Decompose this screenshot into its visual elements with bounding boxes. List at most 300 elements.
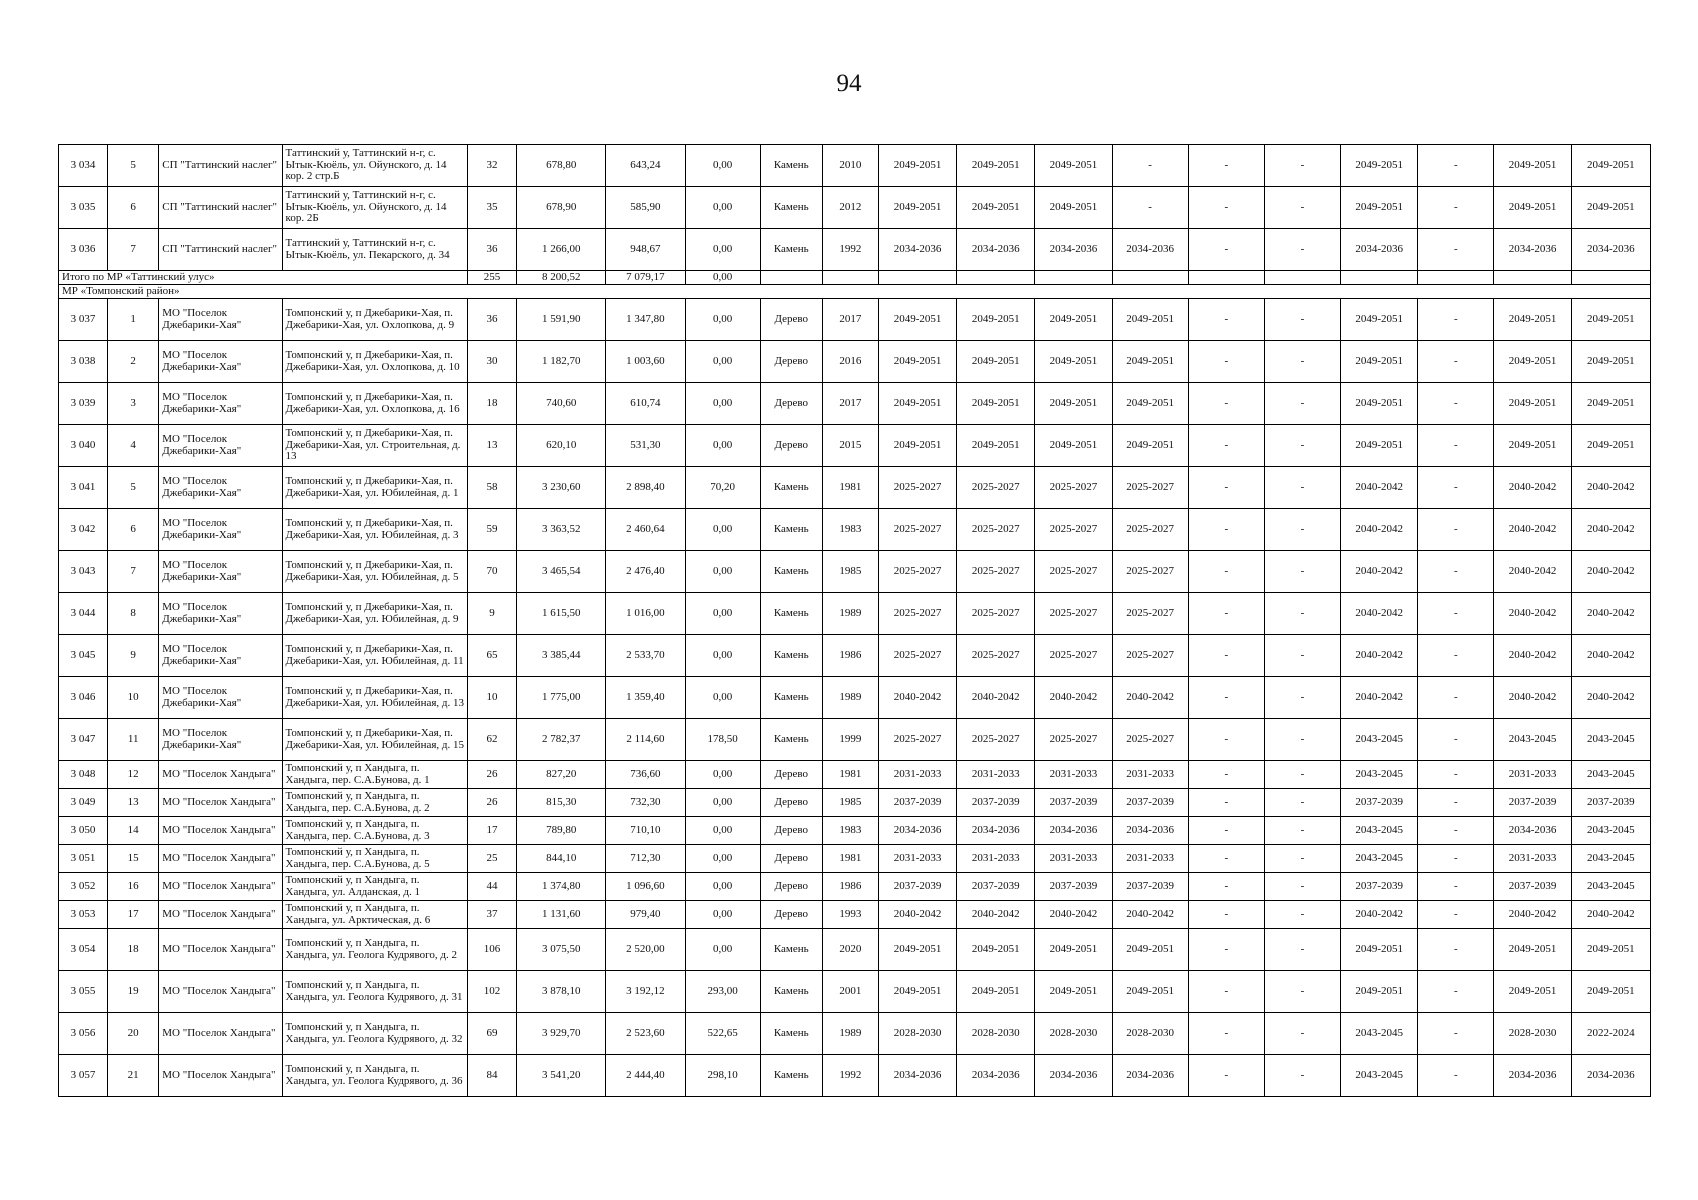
cell-item-number: 11 xyxy=(108,719,159,761)
cell-repair-sewage: 2049-2051 xyxy=(1494,383,1571,425)
cell-item-number: 20 xyxy=(108,1013,159,1055)
cell-repair-facade: 2049-2051 xyxy=(957,187,1035,229)
cell-repair-gas: - xyxy=(1264,383,1340,425)
cell-repair-heating: 2034-2036 xyxy=(1112,1055,1188,1097)
cell-repair-hot-water: 2049-2051 xyxy=(1571,187,1650,229)
cell-wall-material: Камень xyxy=(760,467,822,509)
cell-repair-roof: 2037-2039 xyxy=(878,789,956,817)
cell-residents: 36 xyxy=(467,299,516,341)
cell-repair-roof: 2025-2027 xyxy=(878,593,956,635)
cell-repair-electric: - xyxy=(1418,1055,1494,1097)
cell-residents: 65 xyxy=(467,635,516,677)
cell-nonresidential-area: 0,00 xyxy=(685,593,760,635)
cell-total-area: 3 878,10 xyxy=(517,971,606,1013)
cell-address: Томпонский у, п Джебарики-Хая, п. Джебарики-Хая, ул. Строительная, д. 13 xyxy=(282,425,467,467)
cell-repair-water: 2049-2051 xyxy=(1341,145,1418,187)
cell-address: Томпонский у, п Хандыга, п. Хандыга, пер. С.А.Бунова, д. 5 xyxy=(282,845,467,873)
cell-repair-electric: - xyxy=(1418,187,1494,229)
cell-address: Томпонский у, п Джебарики-Хая, п. Джебарики-Хая, ул. Юбилейная, д. 3 xyxy=(282,509,467,551)
cell-repair-sewage: 2049-2051 xyxy=(1494,187,1571,229)
cell-repair-heating: 2049-2051 xyxy=(1112,971,1188,1013)
cell-residents: 10 xyxy=(467,677,516,719)
cell-repair-hot-water: 2043-2045 xyxy=(1571,845,1650,873)
cell-wall-material: Дерево xyxy=(760,789,822,817)
cell-repair-water: 2049-2051 xyxy=(1341,971,1418,1013)
cell-repair-foundation: 2034-2036 xyxy=(1035,1055,1112,1097)
cell-repair-facade: 2034-2036 xyxy=(957,229,1035,271)
cell-build-year: 2015 xyxy=(822,425,878,467)
cell-repair-hot-water: 2040-2042 xyxy=(1571,551,1650,593)
table-row xyxy=(59,229,1651,271)
cell-repair-electric: - xyxy=(1418,873,1494,901)
cell-repair-elevator: - xyxy=(1188,341,1264,383)
cell-address: Томпонский у, п Джебарики-Хая, п. Джебарики-Хая, ул. Юбилейная, д. 13 xyxy=(282,677,467,719)
cell-nonresidential-area: 178,50 xyxy=(685,719,760,761)
cell-item-number: 15 xyxy=(108,845,159,873)
cell-living-area: 712,30 xyxy=(606,845,685,873)
cell-municipality: СП "Таттинский наслег" xyxy=(159,145,282,187)
cell-total-area: 1 266,00 xyxy=(517,229,606,271)
cell-repair-heating: 2028-2030 xyxy=(1112,1013,1188,1055)
cell-residents: 32 xyxy=(467,145,516,187)
cell-wall-material: Дерево xyxy=(760,845,822,873)
cell-repair-hot-water: 2049-2051 xyxy=(1571,145,1650,187)
cell-residents: 59 xyxy=(467,509,516,551)
cell-municipality: МО "Поселок Хандыга" xyxy=(159,971,282,1013)
cell-repair-foundation: 2025-2027 xyxy=(1035,635,1112,677)
cell-row-number: 3 045 xyxy=(59,635,108,677)
cell-item-number: 6 xyxy=(108,509,159,551)
cell-repair-heating: 2034-2036 xyxy=(1112,229,1188,271)
cell-living-area: 2 444,40 xyxy=(606,1055,685,1097)
cell-repair-heating: 2049-2051 xyxy=(1112,341,1188,383)
cell-repair-water: 2049-2051 xyxy=(1341,383,1418,425)
cell-nonresidential-area: 0,00 xyxy=(685,635,760,677)
cell-municipality: МО "Поселок Джебарики-Хая" xyxy=(159,425,282,467)
cell-nonresidential-area: 0,00 xyxy=(685,677,760,719)
cell-residents: 69 xyxy=(467,1013,516,1055)
cell-address: Томпонский у, п Хандыга, п. Хандыга, пер. С.А.Бунова, д. 3 xyxy=(282,817,467,845)
cell-repair-roof: 2049-2051 xyxy=(878,425,956,467)
cell-build-year: 1986 xyxy=(822,873,878,901)
cell-row-number: 3 041 xyxy=(59,467,108,509)
cell-build-year: 1992 xyxy=(822,229,878,271)
cell-row-number: 3 054 xyxy=(59,929,108,971)
cell-address: Томпонский у, п Хандыга, п. Хандыга, ул. Арктическая, д. 6 xyxy=(282,901,467,929)
cell-row-number: 3 056 xyxy=(59,1013,108,1055)
cell-nonresidential-area: 298,10 xyxy=(685,1055,760,1097)
cell-repair-heating: 2031-2033 xyxy=(1112,845,1188,873)
cell-repair-roof: 2031-2033 xyxy=(878,845,956,873)
cell-repair-gas: - xyxy=(1264,761,1340,789)
cell-item-number: 4 xyxy=(108,425,159,467)
cell-repair-elevator: - xyxy=(1188,929,1264,971)
cell-address: Томпонский у, п Джебарики-Хая, п. Джебарики-Хая, ул. Охлопкова, д. 16 xyxy=(282,383,467,425)
cell-item-number: 18 xyxy=(108,929,159,971)
cell-repair-water: 2037-2039 xyxy=(1341,789,1418,817)
table-row xyxy=(59,635,1651,677)
cell-repair-water: 2040-2042 xyxy=(1341,467,1418,509)
cell-repair-water: 2034-2036 xyxy=(1341,229,1418,271)
cell-municipality: МО "Поселок Хандыга" xyxy=(159,873,282,901)
cell-repair-gas: - xyxy=(1264,901,1340,929)
cell-municipality: МО "Поселок Хандыга" xyxy=(159,1013,282,1055)
cell-repair-water: 2049-2051 xyxy=(1341,187,1418,229)
cell-repair-roof: 2049-2051 xyxy=(878,929,956,971)
cell-nonresidential-area: 522,65 xyxy=(685,1013,760,1055)
cell-residents: 106 xyxy=(467,929,516,971)
table-row xyxy=(59,677,1651,719)
cell-repair-hot-water: 2043-2045 xyxy=(1571,873,1650,901)
cell-residents: 30 xyxy=(467,341,516,383)
cell-repair-facade: 2025-2027 xyxy=(957,467,1035,509)
cell-repair-water: 2049-2051 xyxy=(1341,425,1418,467)
cell-repair-electric: - xyxy=(1418,845,1494,873)
cell-row-number: 3 040 xyxy=(59,425,108,467)
cell-municipality: МО "Поселок Джебарики-Хая" xyxy=(159,383,282,425)
housing-register-table xyxy=(58,144,1651,1097)
cell-repair-elevator: - xyxy=(1188,845,1264,873)
cell-repair-facade: 2049-2051 xyxy=(957,299,1035,341)
cell-nonresidential-area: 0,00 xyxy=(685,789,760,817)
cell-repair-sewage: 2040-2042 xyxy=(1494,467,1571,509)
cell-repair-facade: 2040-2042 xyxy=(957,677,1035,719)
cell-repair-sewage: 2034-2036 xyxy=(1494,1055,1571,1097)
cell-repair-electric: - xyxy=(1418,971,1494,1013)
cell-item-number: 7 xyxy=(108,551,159,593)
section-label: МР «Томпонский район» xyxy=(59,285,1651,299)
empty-cell xyxy=(760,271,822,285)
cell-repair-gas: - xyxy=(1264,229,1340,271)
cell-repair-heating: 2040-2042 xyxy=(1112,901,1188,929)
empty-cell xyxy=(878,271,956,285)
cell-repair-sewage: 2037-2039 xyxy=(1494,873,1571,901)
table-row xyxy=(59,971,1651,1013)
cell-living-area: 1 347,80 xyxy=(606,299,685,341)
total-cell: 8 200,52 xyxy=(517,271,606,285)
cell-repair-elevator: - xyxy=(1188,719,1264,761)
cell-repair-foundation: 2049-2051 xyxy=(1035,971,1112,1013)
cell-wall-material: Дерево xyxy=(760,901,822,929)
cell-repair-facade: 2049-2051 xyxy=(957,425,1035,467)
cell-row-number: 3 057 xyxy=(59,1055,108,1097)
cell-row-number: 3 037 xyxy=(59,299,108,341)
cell-repair-electric: - xyxy=(1418,635,1494,677)
total-cell: 7 079,17 xyxy=(606,271,685,285)
empty-cell xyxy=(1341,271,1418,285)
cell-address: Таттинский у, Таттинский н-г, с. Ытык-Кюёль, ул. Ойунского, д. 14 кор. 2Б xyxy=(282,187,467,229)
empty-cell xyxy=(957,271,1035,285)
cell-living-area: 1 096,60 xyxy=(606,873,685,901)
cell-repair-facade: 2025-2027 xyxy=(957,551,1035,593)
table-row xyxy=(59,509,1651,551)
table-row xyxy=(59,929,1651,971)
cell-repair-foundation: 2025-2027 xyxy=(1035,551,1112,593)
cell-wall-material: Камень xyxy=(760,635,822,677)
cell-residents: 37 xyxy=(467,901,516,929)
cell-wall-material: Дерево xyxy=(760,817,822,845)
cell-nonresidential-area: 0,00 xyxy=(685,901,760,929)
cell-repair-gas: - xyxy=(1264,187,1340,229)
table-row xyxy=(59,817,1651,845)
cell-repair-elevator: - xyxy=(1188,761,1264,789)
cell-repair-sewage: 2031-2033 xyxy=(1494,845,1571,873)
table-row xyxy=(59,551,1651,593)
cell-item-number: 5 xyxy=(108,467,159,509)
cell-living-area: 643,24 xyxy=(606,145,685,187)
cell-wall-material: Камень xyxy=(760,551,822,593)
cell-repair-gas: - xyxy=(1264,425,1340,467)
cell-municipality: МО "Поселок Хандыга" xyxy=(159,1055,282,1097)
cell-repair-foundation: 2049-2051 xyxy=(1035,145,1112,187)
cell-municipality: СП "Таттинский наслег" xyxy=(159,229,282,271)
cell-item-number: 10 xyxy=(108,677,159,719)
cell-wall-material: Дерево xyxy=(760,341,822,383)
cell-total-area: 620,10 xyxy=(517,425,606,467)
cell-repair-hot-water: 2022-2024 xyxy=(1571,1013,1650,1055)
cell-repair-roof: 2049-2051 xyxy=(878,383,956,425)
table-row xyxy=(59,467,1651,509)
cell-residents: 18 xyxy=(467,383,516,425)
cell-repair-elevator: - xyxy=(1188,145,1264,187)
cell-repair-hot-water: 2040-2042 xyxy=(1571,635,1650,677)
cell-total-area: 3 385,44 xyxy=(517,635,606,677)
cell-address: Томпонский у, п Хандыга, п. Хандыга, ул. Геолога Кудрявого, д. 36 xyxy=(282,1055,467,1097)
cell-nonresidential-area: 0,00 xyxy=(685,341,760,383)
cell-living-area: 1 003,60 xyxy=(606,341,685,383)
cell-address: Томпонский у, п Хандыга, п. Хандыга, пер. С.А.Бунова, д. 1 xyxy=(282,761,467,789)
cell-repair-facade: 2025-2027 xyxy=(957,635,1035,677)
cell-repair-heating: 2037-2039 xyxy=(1112,873,1188,901)
cell-item-number: 1 xyxy=(108,299,159,341)
cell-build-year: 1986 xyxy=(822,635,878,677)
cell-repair-facade: 2028-2030 xyxy=(957,1013,1035,1055)
cell-living-area: 948,67 xyxy=(606,229,685,271)
cell-living-area: 3 192,12 xyxy=(606,971,685,1013)
table-row xyxy=(59,341,1651,383)
cell-repair-facade: 2031-2033 xyxy=(957,761,1035,789)
cell-build-year: 1992 xyxy=(822,1055,878,1097)
cell-residents: 44 xyxy=(467,873,516,901)
cell-living-area: 710,10 xyxy=(606,817,685,845)
cell-repair-gas: - xyxy=(1264,971,1340,1013)
empty-cell xyxy=(1188,271,1264,285)
cell-total-area: 678,90 xyxy=(517,187,606,229)
cell-municipality: МО "Поселок Джебарики-Хая" xyxy=(159,467,282,509)
cell-residents: 62 xyxy=(467,719,516,761)
cell-nonresidential-area: 70,20 xyxy=(685,467,760,509)
cell-living-area: 585,90 xyxy=(606,187,685,229)
cell-repair-water: 2043-2045 xyxy=(1341,761,1418,789)
cell-repair-gas: - xyxy=(1264,817,1340,845)
cell-living-area: 2 898,40 xyxy=(606,467,685,509)
cell-wall-material: Дерево xyxy=(760,383,822,425)
cell-item-number: 17 xyxy=(108,901,159,929)
cell-build-year: 2016 xyxy=(822,341,878,383)
cell-address: Томпонский у, п Джебарики-Хая, п. Джебарики-Хая, ул. Охлопкова, д. 10 xyxy=(282,341,467,383)
cell-build-year: 1983 xyxy=(822,509,878,551)
cell-repair-foundation: 2049-2051 xyxy=(1035,187,1112,229)
cell-repair-electric: - xyxy=(1418,229,1494,271)
cell-repair-hot-water: 2037-2039 xyxy=(1571,789,1650,817)
cell-living-area: 736,60 xyxy=(606,761,685,789)
cell-repair-gas: - xyxy=(1264,789,1340,817)
cell-repair-sewage: 2049-2051 xyxy=(1494,145,1571,187)
cell-repair-electric: - xyxy=(1418,509,1494,551)
cell-wall-material: Камень xyxy=(760,593,822,635)
table-row xyxy=(59,593,1651,635)
cell-repair-foundation: 2025-2027 xyxy=(1035,509,1112,551)
cell-row-number: 3 039 xyxy=(59,383,108,425)
cell-item-number: 2 xyxy=(108,341,159,383)
cell-repair-water: 2040-2042 xyxy=(1341,901,1418,929)
cell-repair-electric: - xyxy=(1418,1013,1494,1055)
cell-repair-hot-water: 2040-2042 xyxy=(1571,901,1650,929)
cell-municipality: МО "Поселок Джебарики-Хая" xyxy=(159,635,282,677)
cell-nonresidential-area: 0,00 xyxy=(685,145,760,187)
cell-living-area: 1 016,00 xyxy=(606,593,685,635)
cell-repair-sewage: 2037-2039 xyxy=(1494,789,1571,817)
cell-address: Таттинский у, Таттинский н-г, с. Ытык-Кюёль, ул. Пекарского, д. 34 xyxy=(282,229,467,271)
cell-repair-sewage: 2049-2051 xyxy=(1494,425,1571,467)
cell-municipality: МО "Поселок Хандыга" xyxy=(159,901,282,929)
cell-build-year: 1985 xyxy=(822,789,878,817)
cell-repair-water: 2040-2042 xyxy=(1341,593,1418,635)
cell-repair-heating: 2025-2027 xyxy=(1112,635,1188,677)
cell-repair-elevator: - xyxy=(1188,299,1264,341)
cell-total-area: 1 591,90 xyxy=(517,299,606,341)
cell-wall-material: Дерево xyxy=(760,299,822,341)
cell-total-area: 678,80 xyxy=(517,145,606,187)
cell-residents: 17 xyxy=(467,817,516,845)
cell-repair-gas: - xyxy=(1264,929,1340,971)
cell-repair-hot-water: 2043-2045 xyxy=(1571,761,1650,789)
cell-row-number: 3 051 xyxy=(59,845,108,873)
table-row xyxy=(59,761,1651,789)
cell-item-number: 13 xyxy=(108,789,159,817)
cell-repair-heating: 2049-2051 xyxy=(1112,299,1188,341)
cell-living-area: 732,30 xyxy=(606,789,685,817)
cell-repair-electric: - xyxy=(1418,593,1494,635)
cell-build-year: 1981 xyxy=(822,845,878,873)
cell-repair-sewage: 2040-2042 xyxy=(1494,551,1571,593)
cell-repair-foundation: 2037-2039 xyxy=(1035,873,1112,901)
empty-cell xyxy=(1494,271,1571,285)
cell-residents: 58 xyxy=(467,467,516,509)
cell-total-area: 1 374,80 xyxy=(517,873,606,901)
cell-repair-heating: 2034-2036 xyxy=(1112,817,1188,845)
total-label: Итого по МР «Таттинский улус» xyxy=(59,271,468,285)
cell-build-year: 2020 xyxy=(822,929,878,971)
cell-municipality: МО "Поселок Хандыга" xyxy=(159,845,282,873)
cell-repair-elevator: - xyxy=(1188,229,1264,271)
section-header-row xyxy=(59,285,1651,299)
cell-repair-electric: - xyxy=(1418,817,1494,845)
cell-wall-material: Камень xyxy=(760,145,822,187)
cell-total-area: 1 775,00 xyxy=(517,677,606,719)
cell-residents: 9 xyxy=(467,593,516,635)
cell-municipality: МО "Поселок Джебарики-Хая" xyxy=(159,299,282,341)
cell-total-area: 3 465,54 xyxy=(517,551,606,593)
cell-repair-hot-water: 2040-2042 xyxy=(1571,677,1650,719)
cell-living-area: 2 523,60 xyxy=(606,1013,685,1055)
cell-repair-heating: 2040-2042 xyxy=(1112,677,1188,719)
cell-nonresidential-area: 0,00 xyxy=(685,509,760,551)
cell-item-number: 19 xyxy=(108,971,159,1013)
cell-item-number: 9 xyxy=(108,635,159,677)
cell-row-number: 3 038 xyxy=(59,341,108,383)
cell-repair-foundation: 2034-2036 xyxy=(1035,817,1112,845)
cell-repair-heating: 2049-2051 xyxy=(1112,383,1188,425)
cell-repair-heating: 2049-2051 xyxy=(1112,425,1188,467)
cell-living-area: 2 460,64 xyxy=(606,509,685,551)
cell-build-year: 1989 xyxy=(822,677,878,719)
cell-total-area: 3 929,70 xyxy=(517,1013,606,1055)
cell-repair-roof: 2025-2027 xyxy=(878,635,956,677)
cell-build-year: 1985 xyxy=(822,551,878,593)
cell-row-number: 3 055 xyxy=(59,971,108,1013)
cell-repair-facade: 2049-2051 xyxy=(957,341,1035,383)
cell-build-year: 2010 xyxy=(822,145,878,187)
cell-item-number: 6 xyxy=(108,187,159,229)
cell-municipality: МО "Поселок Джебарики-Хая" xyxy=(159,341,282,383)
cell-repair-roof: 2049-2051 xyxy=(878,341,956,383)
cell-repair-heating: 2025-2027 xyxy=(1112,719,1188,761)
cell-repair-elevator: - xyxy=(1188,187,1264,229)
cell-row-number: 3 046 xyxy=(59,677,108,719)
cell-wall-material: Камень xyxy=(760,1013,822,1055)
cell-repair-facade: 2034-2036 xyxy=(957,1055,1035,1097)
cell-nonresidential-area: 0,00 xyxy=(685,299,760,341)
cell-repair-heating: 2025-2027 xyxy=(1112,551,1188,593)
cell-repair-roof: 2049-2051 xyxy=(878,299,956,341)
cell-repair-water: 2040-2042 xyxy=(1341,635,1418,677)
cell-repair-sewage: 2049-2051 xyxy=(1494,929,1571,971)
cell-row-number: 3 047 xyxy=(59,719,108,761)
cell-address: Томпонский у, п Джебарики-Хая, п. Джебарики-Хая, ул. Юбилейная, д. 15 xyxy=(282,719,467,761)
cell-repair-sewage: 2031-2033 xyxy=(1494,761,1571,789)
cell-living-area: 1 359,40 xyxy=(606,677,685,719)
cell-repair-gas: - xyxy=(1264,1013,1340,1055)
cell-nonresidential-area: 0,00 xyxy=(685,425,760,467)
cell-repair-elevator: - xyxy=(1188,593,1264,635)
empty-cell xyxy=(1571,271,1650,285)
cell-repair-heating: 2037-2039 xyxy=(1112,789,1188,817)
cell-nonresidential-area: 0,00 xyxy=(685,845,760,873)
cell-repair-water: 2049-2051 xyxy=(1341,299,1418,341)
cell-repair-water: 2049-2051 xyxy=(1341,929,1418,971)
cell-total-area: 1 615,50 xyxy=(517,593,606,635)
cell-municipality: МО "Поселок Хандыга" xyxy=(159,761,282,789)
cell-living-area: 2 476,40 xyxy=(606,551,685,593)
cell-build-year: 1993 xyxy=(822,901,878,929)
cell-repair-electric: - xyxy=(1418,761,1494,789)
cell-wall-material: Камень xyxy=(760,719,822,761)
table-row xyxy=(59,299,1651,341)
cell-repair-facade: 2034-2036 xyxy=(957,817,1035,845)
cell-build-year: 2001 xyxy=(822,971,878,1013)
cell-repair-foundation: 2025-2027 xyxy=(1035,593,1112,635)
cell-build-year: 1981 xyxy=(822,467,878,509)
empty-cell xyxy=(1112,271,1188,285)
cell-repair-facade: 2049-2051 xyxy=(957,971,1035,1013)
cell-residents: 102 xyxy=(467,971,516,1013)
cell-repair-water: 2037-2039 xyxy=(1341,873,1418,901)
cell-repair-gas: - xyxy=(1264,145,1340,187)
cell-repair-water: 2043-2045 xyxy=(1341,1055,1418,1097)
cell-row-number: 3 049 xyxy=(59,789,108,817)
cell-address: Томпонский у, п Джебарики-Хая, п. Джебарики-Хая, ул. Юбилейная, д. 11 xyxy=(282,635,467,677)
